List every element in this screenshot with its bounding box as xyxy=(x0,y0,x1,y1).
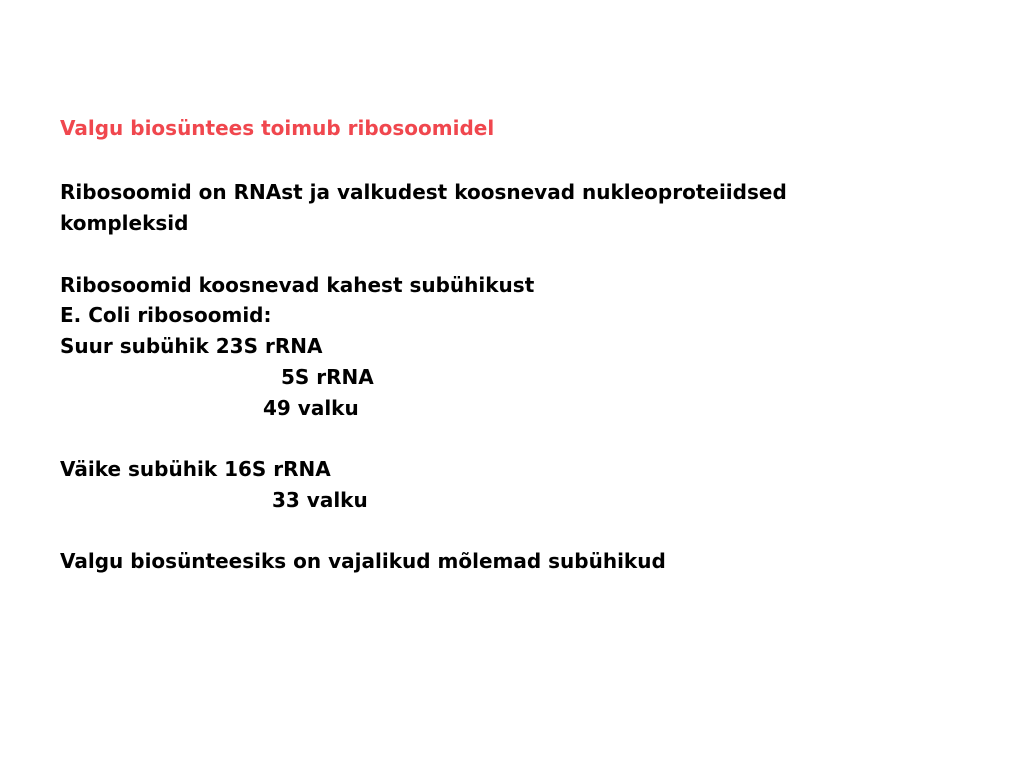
large-subunit-label: Suur subühik 23S rRNA xyxy=(60,334,323,358)
large-subunit-proteins: 49 valku xyxy=(263,396,359,420)
large-subunit-5s: 5S rRNA xyxy=(281,365,374,389)
ecoli-heading: E. Coli ribosoomid: xyxy=(60,303,272,327)
small-subunit-proteins: 33 valku xyxy=(272,488,368,512)
subunits-intro: Ribosoomid koosnevad kahest subühikust xyxy=(60,273,535,297)
definition-line-2: kompleksid xyxy=(60,211,189,235)
conclusion: Valgu biosünteesiks on vajalikud mõlemad subühikud xyxy=(60,549,666,573)
definition-line-1: Ribosoomid on RNAst ja valkudest koosnevad nukleoproteiidsed xyxy=(60,180,787,204)
small-subunit-label: Väike subühik 16S rRNA xyxy=(60,457,331,481)
slide-title: Valgu biosüntees toimub ribosoomidel xyxy=(60,116,495,140)
